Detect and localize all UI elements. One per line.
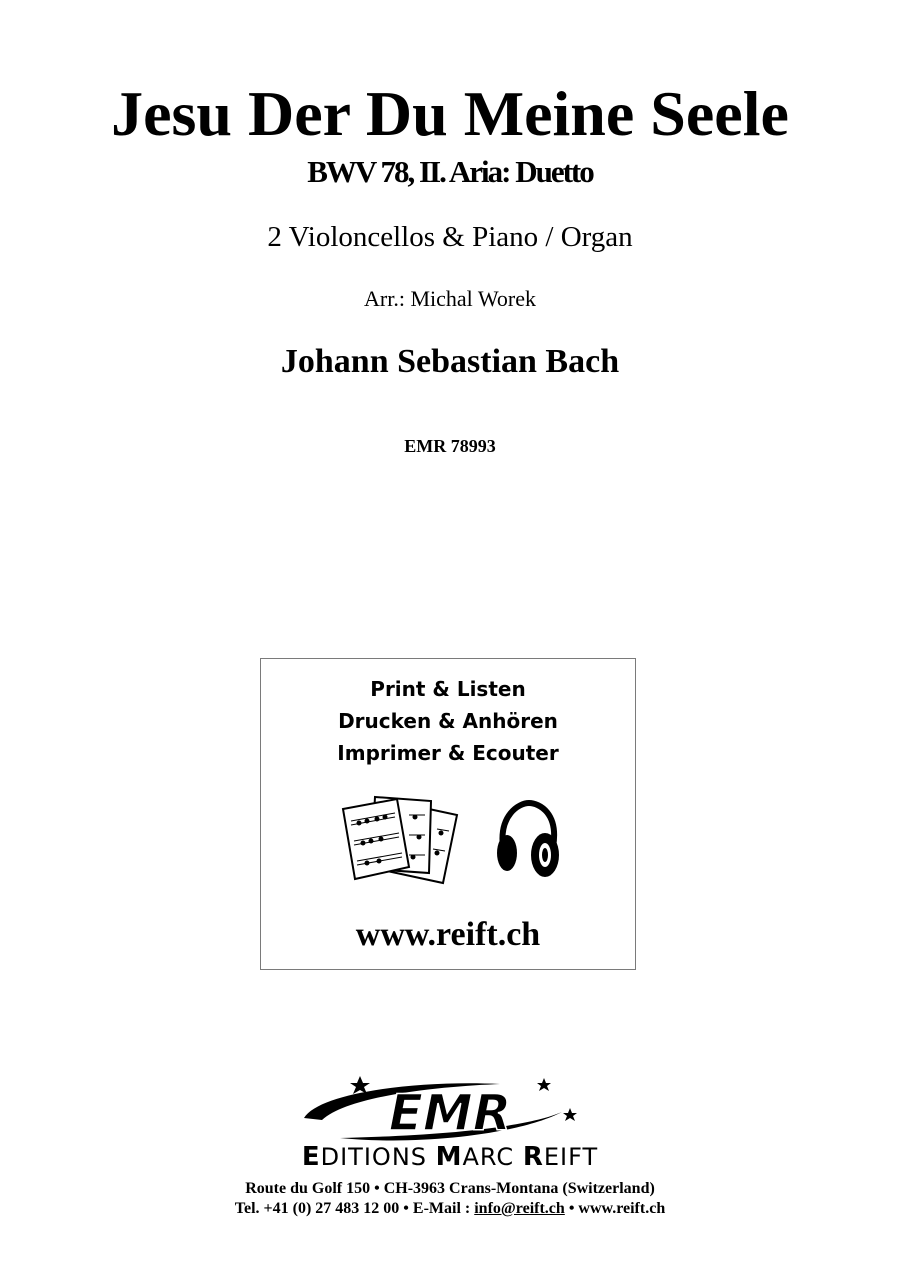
headphones-icon bbox=[493, 799, 563, 881]
publisher-name-e: E bbox=[301, 1142, 321, 1172]
sheet-music-icon bbox=[339, 793, 469, 885]
composer: Johann Sebastian Bach bbox=[280, 343, 620, 380]
publisher-name-r: R bbox=[522, 1142, 544, 1172]
publisher-name-eift: EIFT bbox=[543, 1143, 599, 1171]
instrumentation: 2 Violoncellos & Piano / Organ bbox=[267, 221, 633, 253]
website-url: www.reift.ch bbox=[355, 916, 541, 953]
email-link[interactable]: info@reift.ch bbox=[474, 1200, 565, 1217]
emr-logo bbox=[300, 1072, 590, 1146]
catalog-number: EMR 78993 bbox=[404, 436, 496, 456]
publisher-name-m: M bbox=[435, 1142, 463, 1172]
logo-text: EMR bbox=[388, 1084, 512, 1142]
print-listen-box bbox=[260, 658, 636, 970]
promo-line-german: Drucken & Anhören bbox=[338, 709, 558, 733]
publisher-name-ditions: DITIONS bbox=[320, 1143, 436, 1171]
telephone: Tel. +41 (0) 27 483 12 00 • E-Mail : bbox=[234, 1200, 475, 1217]
publisher-contact bbox=[0, 1198, 900, 1220]
promo-line-french: Imprimer & Ecouter bbox=[337, 741, 559, 765]
publisher-address: Route du Golf 150 • CH-3963 Crans-Montana (Switzerland) bbox=[245, 1180, 655, 1197]
publisher-name bbox=[0, 1142, 900, 1172]
promo-line-english: Print & Listen bbox=[370, 677, 526, 701]
publisher-name-arc: ARC bbox=[462, 1143, 523, 1171]
arranger: Arr.: Michal Worek bbox=[364, 286, 536, 311]
website-text: • www.reift.ch bbox=[564, 1200, 666, 1217]
work-subtitle: BWV 78, II. Aria: Duetto bbox=[307, 154, 593, 189]
page-title: Jesu Der Du Meine Seele bbox=[111, 78, 789, 149]
